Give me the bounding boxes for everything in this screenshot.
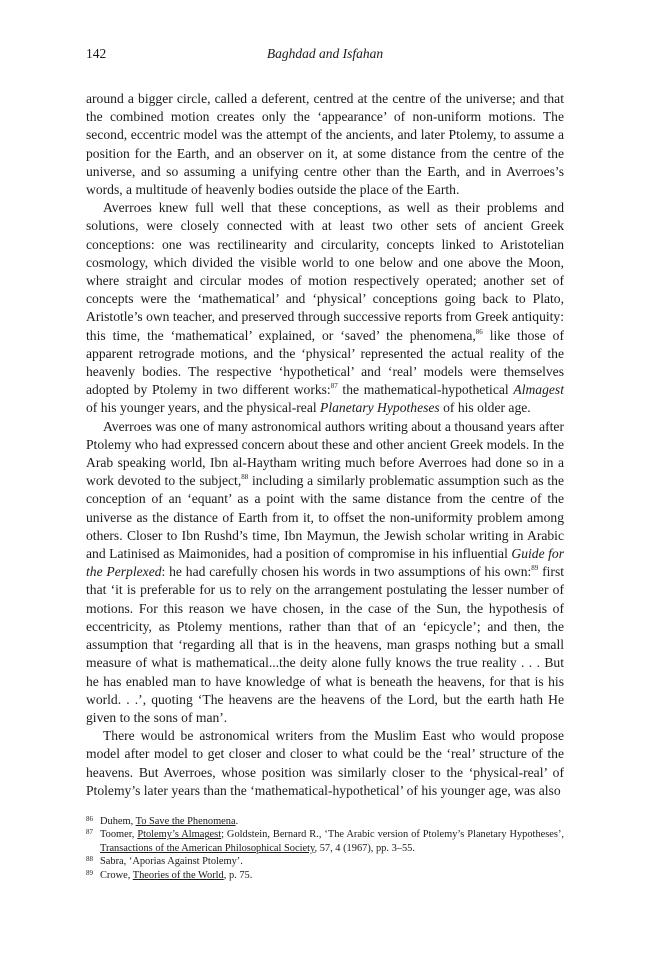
paragraph-text: the mathematical-hypothetical xyxy=(337,382,514,398)
footnote-title: Ptolemy’s Almagest xyxy=(137,829,222,841)
paragraph-text: There would be astronomical writers from the Muslim East who would propose model after model to get closer and closer to what could be the ‘real’ structure of the heavens. But Averroes, whose position was similarly closer to the ‘physical-real’ of Ptolemy’s later years than the ‘mathematical-hypothetical’ of his younger age, was also xyxy=(86,728,564,798)
footnote-86: 86 Duhem, To Save the Phenomena. xyxy=(86,815,239,827)
paragraph-1 xyxy=(86,90,564,199)
book-title-planetary-hypotheses: Planetary Hypotheses xyxy=(320,400,440,416)
footnote-text: , p. 75. xyxy=(223,869,253,881)
footnote-title: Transactions of the American Philosophical Society xyxy=(100,842,315,854)
paragraph-text: including a similarly problematic assumption such as the conception of an ‘equant’ as a point with the same distance from the centre of the universe as the distance of Earth from it, to offset the non-uniformity problem among others. Closer to Ibn Rushd’s time, Ibn Maymun, the Jewish scholar writing in Arabic and Latinised as Maimonides, had a position of compromise in his influential xyxy=(86,473,564,562)
footnote-88: 88 Sabra, ‘Aporias Against Ptolemy’. xyxy=(86,855,243,868)
footnote-text: . xyxy=(235,816,239,827)
footnote-title: To Save the Phenomena xyxy=(135,816,236,827)
paragraph-2 xyxy=(86,199,564,417)
book-title-almagest: Almagest xyxy=(513,382,564,398)
paragraph-text: Averroes knew full well that these conceptions, as well as their problems and solutions, were closely connected with at least two other sets of ancient Greek conceptions: one was rectilinearity and circularity, concepts linked to Aristotelian cosmology, which divided the visible world to one below and one above the Moon, where straight and circular modes of motion respectively operated; another set of concepts were the ‘mathematical’ and ‘physical’ conceptions going back to Plato, Aristotle’s own teacher, and preserved through successive reports from Greek antiquity: this time, the ‘mathematical’ explained, or ‘saved’ the phenomena, xyxy=(86,200,564,343)
paragraph-text: first that ‘it is preferable for us to rely on the arrangement postulating the lesser number of motions. For this reason we have chosen, in the case of the Sun, the hypothesis of eccentricity, as Ptolemy mentions, rather than that of an ‘epicycle’; and then, the assumption that ‘regarding all that is in the heavens, man grasps nothing but a small measure of what is mathematical...the deity alone fully knows the true reality . . . But he has enabled man to have knowledge of what is beneath the heavens, for that is his world. . .’, quoting ‘The heavens are the heavens of the Lord, but the earth hath He given to the sons of man’. xyxy=(86,564,565,725)
footnote-ref-88[interactable]: 88 xyxy=(241,473,249,482)
running-title: Baghdad and Isfahan xyxy=(266,46,384,61)
footnote-text: Duhem, xyxy=(100,816,136,827)
footnote-ref-87[interactable]: 87 xyxy=(330,382,338,391)
footnote-text: Crowe, xyxy=(100,869,133,881)
footnotes xyxy=(86,815,564,882)
footnote-text: Toomer, xyxy=(100,829,138,841)
paragraph-text: : he had carefully chosen his words in two assumptions of his own: xyxy=(161,564,532,580)
book-title-guide: Guide for the Perplexed xyxy=(86,546,564,580)
paragraph-4 xyxy=(86,727,564,800)
footnote-87: 87 Toomer, Ptolemy’s Almagest; Goldstein, Bernard R., ‘The Arabic version of Ptolemy’s Planetary Hypotheses’, Transactions of the American Philosophical Society, 57, 4 (1967), pp. 3–55. xyxy=(86,828,565,854)
page-header xyxy=(86,46,564,64)
paragraph-text: Averroes was one of many astronomical authors writing about a thousand years after Ptolemy who had expressed concern about these and other ancient Greek models. In the Arab speaking world, Ibn al-Haytham writing much before Averroes had done so in a work devoted to the subject, xyxy=(86,418,564,489)
footnote-text: Sabra, ‘Aporias Against Ptolemy’. xyxy=(100,856,243,868)
footnote-ref-89[interactable]: 89 xyxy=(531,564,539,573)
body-text xyxy=(86,90,564,800)
paragraph-text: around a bigger circle, called a deferent, centred at the centre of the universe; and that the combined motion creates only the ‘appearance’ of non-uniform motions. The second, eccentric model was the attempt of the ancients, and later Ptolemy, to assume a position for the Earth, and an observer on it, at some distance from the centre of the universe, and so assuming a unifying centre other than the Earth, and in Averroes’s words, a multitude of heavenly bodies outside the place of the Earth. xyxy=(86,91,564,198)
paragraph-text: of his older age. xyxy=(439,400,531,416)
paragraph-3 xyxy=(86,418,564,727)
footnote-89: 89 Crowe, Theories of the World, p. 75. xyxy=(86,868,253,881)
paragraph-text: of his younger years, and the physical-real xyxy=(86,400,321,416)
paragraph-text: like those of apparent retrograde motions, and the ‘physical’ represented the actual reality of the heavenly bodies. The respective ‘hypothetical’ and ‘real’ models were themselves adopted by Ptolemy in two different works: xyxy=(86,327,564,398)
footnote-title: Theories of the World xyxy=(132,869,224,881)
page-number: 142 xyxy=(86,46,107,61)
footnote-text: , 57, 4 (1967), pp. 3–55. xyxy=(314,842,415,854)
footnote-ref-86[interactable]: 86 xyxy=(475,327,483,336)
footnote-text: ; Goldstein, Bernard R., ‘The Arabic version of Ptolemy’s Planetary Hypotheses’, xyxy=(221,829,565,841)
